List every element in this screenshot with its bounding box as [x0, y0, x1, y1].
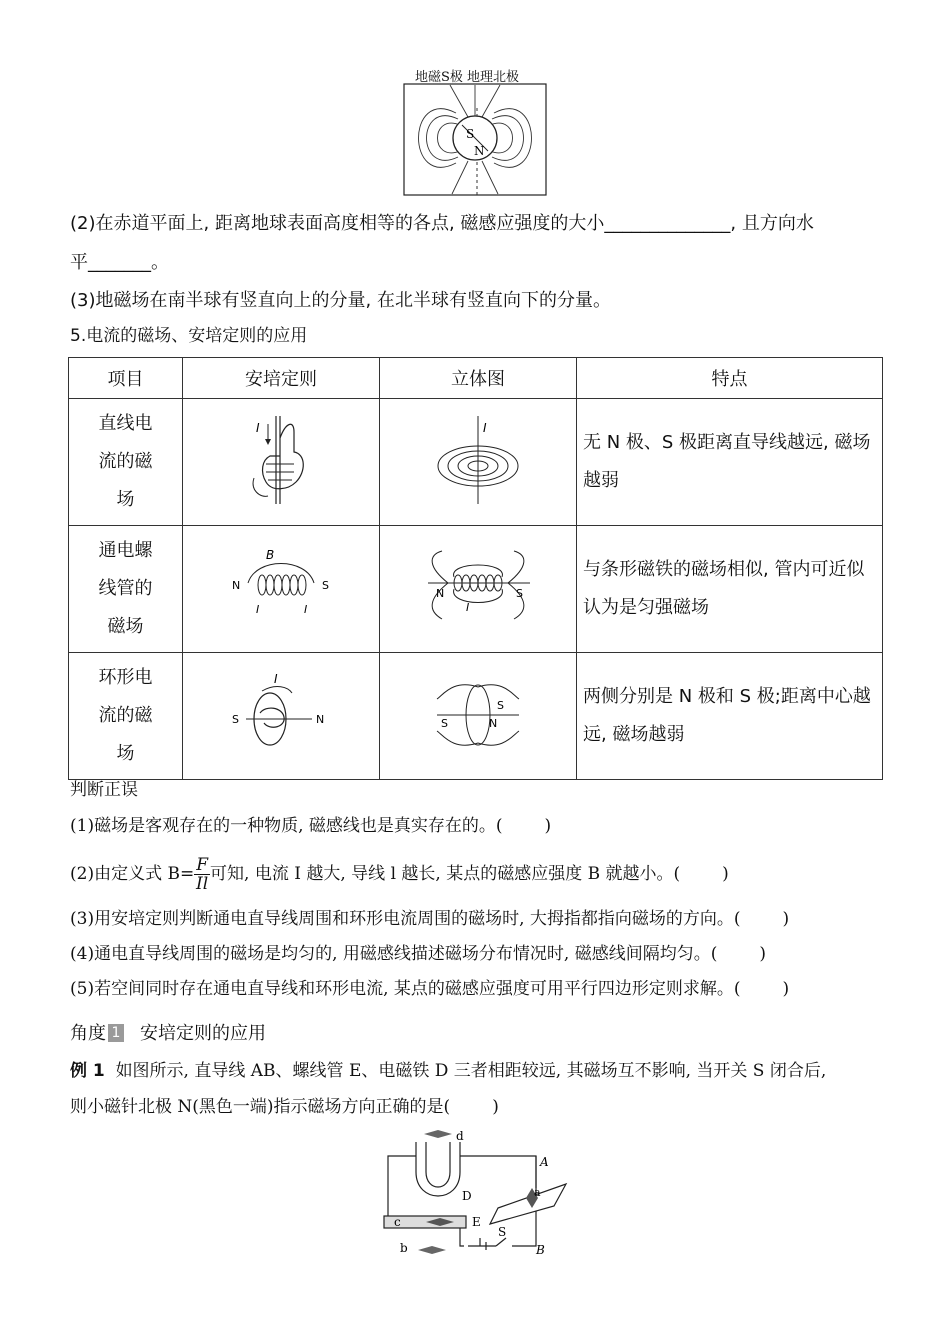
- judge-q5: (5)若空间同时存在通电直导线和环形电流, 某点的磁感应强度可用平行四边形定则求解。( ): [70, 979, 790, 999]
- svg-text:N: N: [489, 716, 498, 730]
- angle-heading: 角度 1 安培定则的应用: [70, 1023, 266, 1044]
- ring-current-3d-figure: [380, 653, 577, 780]
- circuit-figure: [378, 1128, 578, 1256]
- svg-text:A: A: [540, 1155, 549, 1169]
- table-row: [69, 653, 883, 780]
- svg-text:I: I: [256, 420, 260, 435]
- svg-text:B: B: [266, 547, 275, 562]
- judge-q3: (3)用安培定则判断通电直导线周围和环形电流周围的磁场时, 大拇指都指向磁场的方向。( ): [70, 909, 790, 929]
- svg-text:S: S: [232, 712, 239, 726]
- svg-text:S: S: [497, 698, 504, 712]
- svg-text:N: N: [474, 144, 485, 158]
- header-item: 项目: [69, 358, 183, 399]
- example-line1: 例 1 如图所示, 直导线 AB、螺线管 E、电磁铁 D 三者相距较远, 其磁场互不影响, 当开关 S 闭合后,: [70, 1061, 827, 1081]
- header-feature: 特点: [577, 358, 883, 399]
- table-row: [69, 526, 883, 653]
- section-5-title: 5.电流的磁场、安培定则的应用: [70, 326, 308, 346]
- solenoid-rule-figure: [183, 526, 380, 653]
- header-rule: 安培定则: [183, 358, 380, 399]
- q2-line2: 平_______。: [70, 252, 169, 273]
- magnetic-field-table: [68, 357, 883, 780]
- svg-text:S: S: [466, 127, 475, 141]
- svg-text:I: I: [304, 602, 308, 616]
- svg-text:S: S: [498, 1225, 507, 1239]
- svg-text:S: S: [516, 586, 523, 600]
- table-header-row: [69, 358, 883, 399]
- svg-text:N: N: [436, 586, 445, 600]
- judge-title: 判断正误: [70, 780, 138, 800]
- svg-text:I: I: [466, 600, 470, 614]
- svg-text:D: D: [462, 1189, 472, 1203]
- judge-q2: (2)由定义式 B= $\frac{F}{Il}$ 可知, 电流 I 越大, 导线 l 越长, 某点的磁感应强度 B 就越小。( ): [70, 855, 729, 894]
- straight-wire-rule-figure: [183, 399, 380, 526]
- q2-line1: (2)在赤道平面上, 距离地球表面高度相等的各点, 磁感应强度的大小______________, 且方向水: [70, 213, 814, 234]
- svg-text:b: b: [400, 1241, 408, 1255]
- judge-q4: (4)通电直导线周围的磁场是均匀的, 用磁感线描述磁场分布情况时, 磁感线间隔均匀。( ): [70, 944, 766, 964]
- svg-text:N: N: [316, 712, 325, 726]
- svg-text:B: B: [536, 1243, 545, 1256]
- svg-text:S: S: [322, 578, 329, 592]
- svg-text:S: S: [441, 716, 448, 730]
- svg-text:E: E: [472, 1215, 481, 1229]
- svg-text:N: N: [232, 578, 241, 592]
- judge-q1: (1)磁场是客观存在的一种物质, 磁感线也是真实存在的。( ): [70, 816, 552, 836]
- row-item: 通电螺 线管的 磁场: [69, 526, 183, 653]
- row-feature: 与条形磁铁的磁场相似, 管内可近似认为是匀强磁场: [577, 526, 883, 653]
- ring-current-rule-figure: [183, 653, 380, 780]
- svg-text:I: I: [483, 420, 487, 435]
- row-item: 直线电 流的磁 场: [69, 399, 183, 526]
- header-3d: 立体图: [380, 358, 577, 399]
- svg-text:d: d: [456, 1129, 464, 1143]
- q3-text: (3)地磁场在南半球有竖直向上的分量, 在北半球有竖直向下的分量。: [70, 290, 611, 311]
- solenoid-3d-figure: [380, 526, 577, 653]
- earth-field-diagram: [400, 83, 550, 198]
- table-row: [69, 399, 883, 526]
- row-item: 环形电 流的磁 场: [69, 653, 183, 780]
- svg-text:I: I: [274, 671, 278, 686]
- svg-text:c: c: [394, 1215, 401, 1229]
- svg-text:a: a: [534, 1186, 541, 1199]
- straight-wire-3d-figure: [380, 399, 577, 526]
- fraction-f-over-il: $\frac{F}{Il}$: [196, 855, 209, 894]
- earth-figure-caption: 地磁S极 地理北极: [415, 70, 520, 85]
- example-line2: 则小磁针北极 N(黑色一端)指示磁场方向正确的是( ): [70, 1097, 499, 1117]
- angle-number-badge: 1: [108, 1024, 124, 1042]
- svg-text:I: I: [256, 602, 260, 616]
- row-feature: 无 N 极、S 极距离直导线越远, 磁场越弱: [577, 399, 883, 526]
- earth-field-figure: [400, 66, 550, 198]
- row-feature: 两侧分别是 N 极和 S 极;距离中心越远, 磁场越弱: [577, 653, 883, 780]
